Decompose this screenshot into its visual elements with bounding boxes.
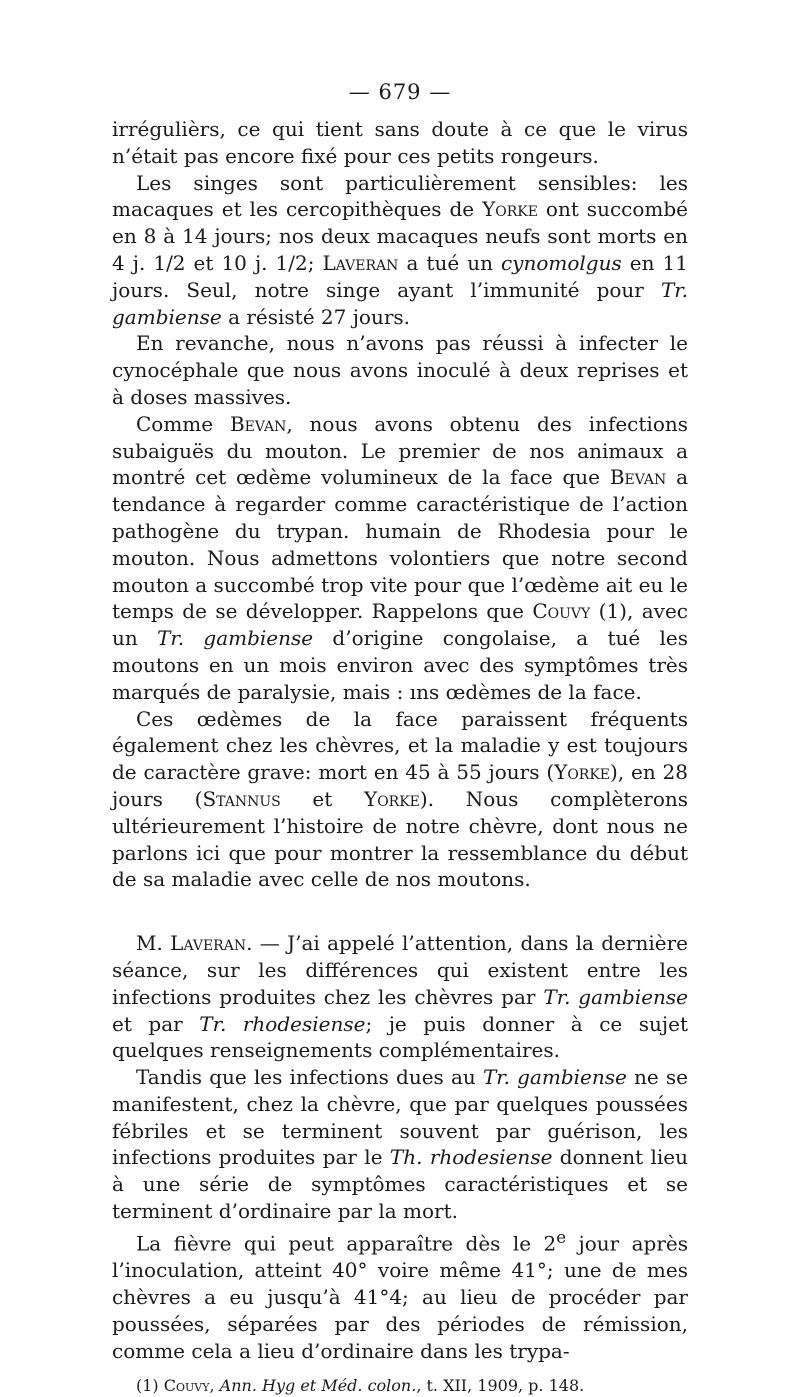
paragraph-1: irrégulièrs, ce qui tient sans doute à ce que le virus n’était pas encore fixé pour ces petits rongeurs. — [112, 117, 688, 168]
paragraph-5: Ces œdèmes de la face paraissent fréquents également chez les chèvres, et la maladie y est toujours de caractère grave: mort en 45 à 55 jours (Yorke), en 28 jours (Stannus et Yorke). Nous complèterons ultérieurement l’histoire de notre chèvre, dont nous ne parlons ici que pour montrer la ressemblance du début de sa maladie avec celle de nos moutons. — [112, 706, 689, 892]
footnote: (1) Couvy, Ann. Hyg et Méd. colon., t. XII, 1909, p. 148. — [136, 1375, 585, 1395]
section-gap — [112, 893, 688, 930]
paragraph-7: Tandis que les infections dues au Tr. gambiense ne se manifestent, chez la chèvre, que par quelques poussées fébriles et se terminent souvent par guérison, les infections produites par le Th. rhodesiense donnent lieu à une série de symptômes caractéristiques et se terminent d’ordinaire par la mort. — [112, 1065, 689, 1224]
page-body — [112, 80, 688, 1397]
paragraph-3: En revanche, nous n’avons pas réussi à infecter le cynocéphale que nous avons inoculé à deux reprises et à doses massives. — [112, 331, 688, 409]
paragraph-4: Comme Bevan, nous avons obtenu des infections subaiguës du mouton. Le premier de nos animaux a montré cet œdème volumineux de la face que Bevan a tendance à regarder comme caractéristique de l’action pathogène du trypan. humain de Rhodesia pour le mouton. Nous admettons volontiers que notre second mouton a succombé trop vite pour que l’œdème ait eu le temps de se développer. Rappelons que Couvy (1), avec un Tr. gambiense d’origine congolaise, a tué les moutons en un mois environ avec des symptômes très marqués de paralysie, mais : ıns œdèmes de la face. — [112, 411, 689, 704]
page-number: — 679 — — [348, 80, 452, 104]
paragraph-6: M. Laveran. — J’ai appelé l’attention, dans la dernière séance, sur les différences qui existent entre les infections produites chez les chèvres par Tr. gambiense et par Tr. rhodesiense; je puis donner à ce sujet quelques renseignements complémentaires. — [112, 931, 689, 1063]
paragraph-2: Les singes sont particulièrement sensibles: les macaques et les cercopithèques de Yorke ont succombé en 8 à 14 jours; nos deux macaques neufs sont morts en 4 j. 1/2 et 10 j. 1/2; Laveran a tué un cynomolgus en 11 jours. Seul, notre singe ayant l’immunité pour Tr. gambiense a résisté 27 jours. — [112, 170, 688, 329]
paragraph-8: La fièvre qui peut apparaître dès le 2e jour après l’inoculation, atteint 40° voire même 41°; une de mes chèvres a eu jusqu’à 41°4; au lieu de procéder par poussées, séparées par des périodes de rémission, comme cela a lieu d’ordinaire dans les trypa- — [112, 1227, 688, 1363]
